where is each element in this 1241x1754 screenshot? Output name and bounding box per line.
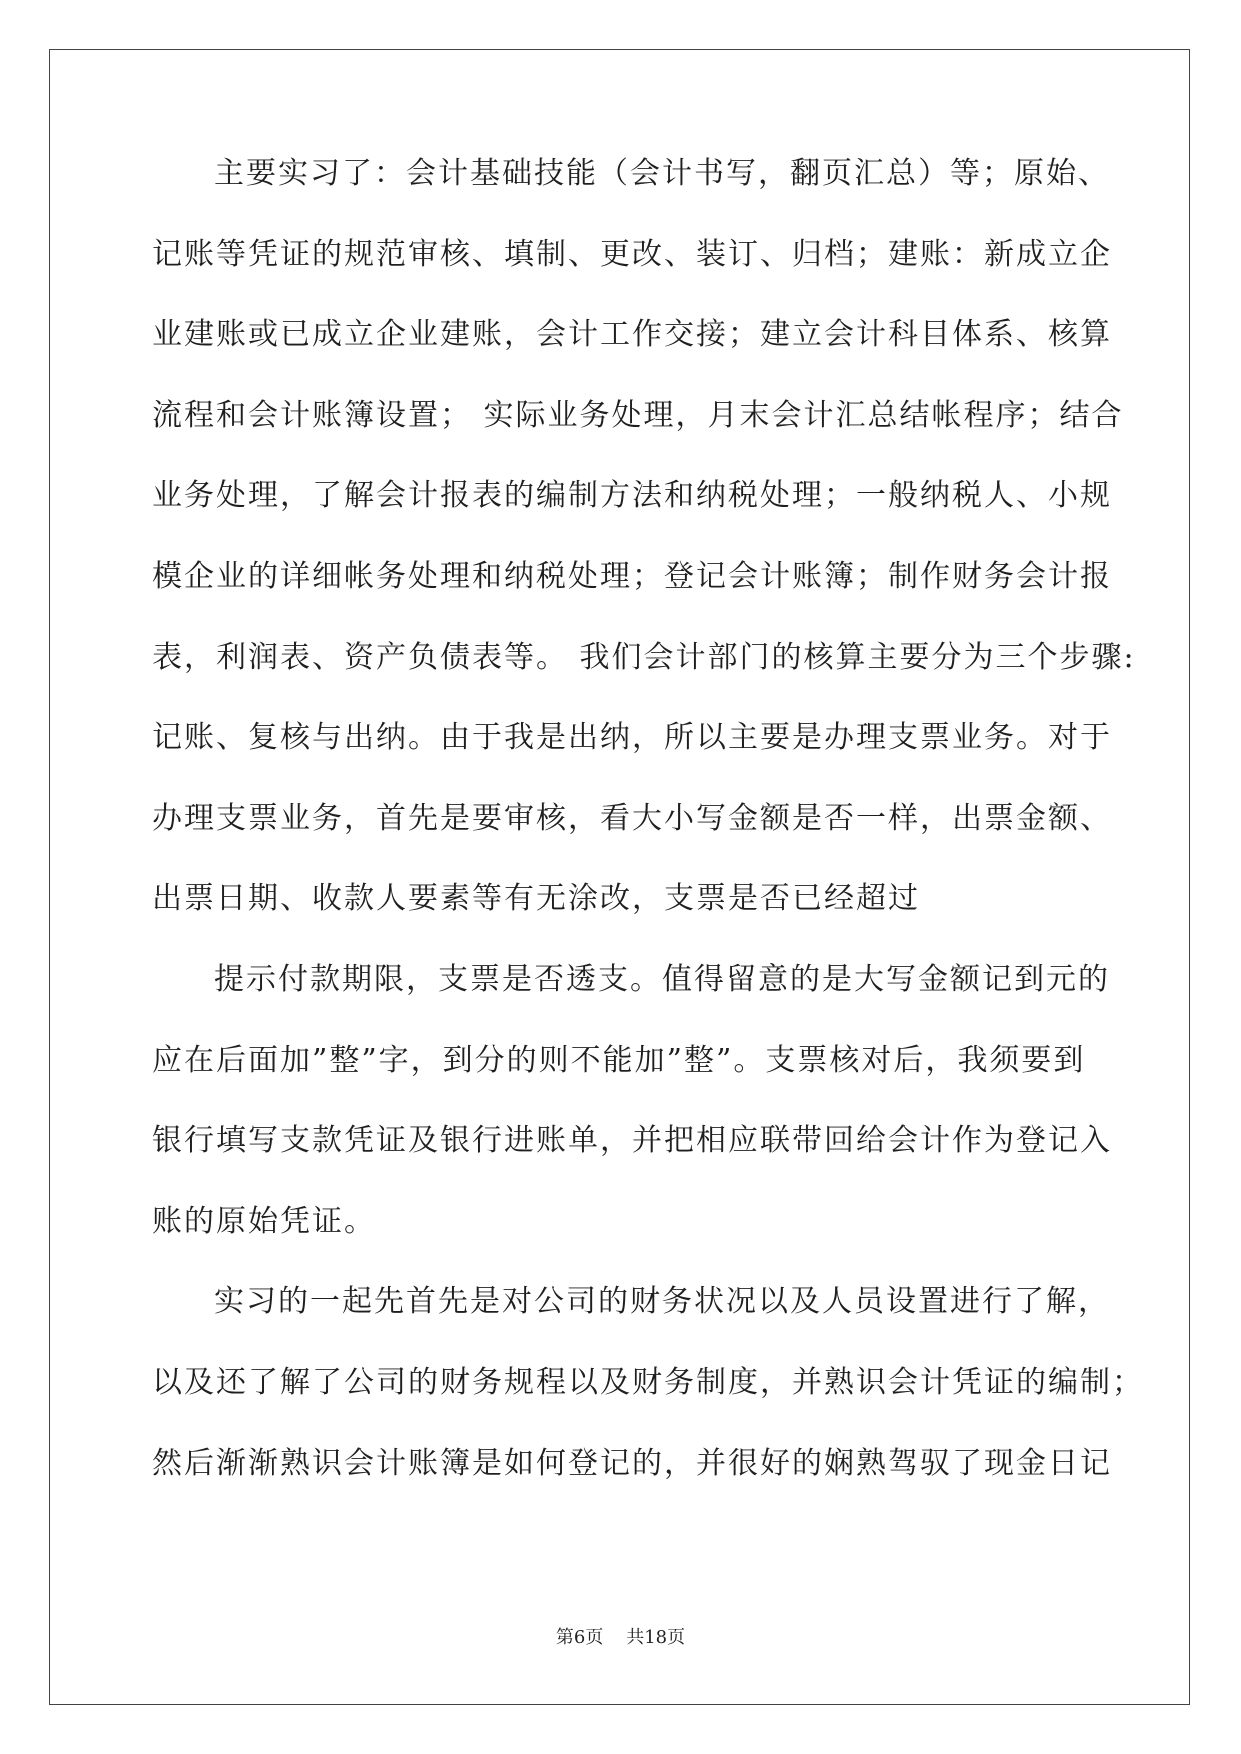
paragraph-line: 出票日期、收款人要素等有无涂改，支票是否已经超过 xyxy=(152,881,920,917)
paragraph-line: 以及还了解了公司的财务规程以及财务制度，并熟识会计凭证的编制； xyxy=(152,1364,1144,1400)
page-total: 共18页 xyxy=(626,1627,686,1648)
paragraph-line: 提示付款期限，支票是否透支。值得留意的是大写金额记到元的 xyxy=(214,961,1110,997)
paragraph-line: 表，利润表、资产负债表等。 我们会计部门的核算主要分为三个步骤: xyxy=(152,639,1136,675)
page-number: 第6页 xyxy=(555,1627,604,1648)
paragraph-line: 然后渐渐熟识会计账簿是如何登记的，并很好的娴熟驾驭了现金日记 xyxy=(152,1445,1112,1481)
paragraph-line: 主要实习了：会计基础技能（会计书写，翻页汇总）等；原始、 xyxy=(214,156,1110,191)
paragraph-line: 流程和会计账簿设置； 实际业务处理，月末会计汇总结帐程序；结合 xyxy=(152,397,1124,433)
paragraph-line: 业建账或已成立企业建账，会计工作交接；建立会计科目体系、核算 xyxy=(152,317,1112,353)
paragraph-line: 账的原始凭证。 xyxy=(152,1203,376,1239)
paragraph-line: 记账、复核与出纳。由于我是出纳，所以主要是办理支票业务。对于 xyxy=(152,720,1112,756)
paragraph-line: 应在后面加”整”字，到分的则不能加”整”。支票核对后，我须要到 xyxy=(152,1042,1086,1078)
paragraph-line: 业务处理，了解会计报表的编制方法和纳税处理；一般纳税人、小规 xyxy=(152,478,1112,514)
paragraph-line: 模企业的详细帐务处理和纳税处理；登记会计账簿；制作财务会计报 xyxy=(152,558,1112,594)
paragraph-line: 银行填写支款凭证及银行进账单，并把相应联带回给会计作为登记入 xyxy=(152,1123,1112,1159)
document-body xyxy=(152,152,1144,1522)
paragraph-line: 记账等凭证的规范审核、填制、更改、装订、归档；建账：新成立企 xyxy=(152,236,1112,272)
paragraph-line: 实习的一起先首先是对公司的财务状况以及人员设置进行了解， xyxy=(214,1284,1110,1320)
page-footer xyxy=(0,1623,1241,1649)
paragraph-line: 办理支票业务，首先是要审核，看大小写金额是否一样，出票金额、 xyxy=(152,800,1112,836)
